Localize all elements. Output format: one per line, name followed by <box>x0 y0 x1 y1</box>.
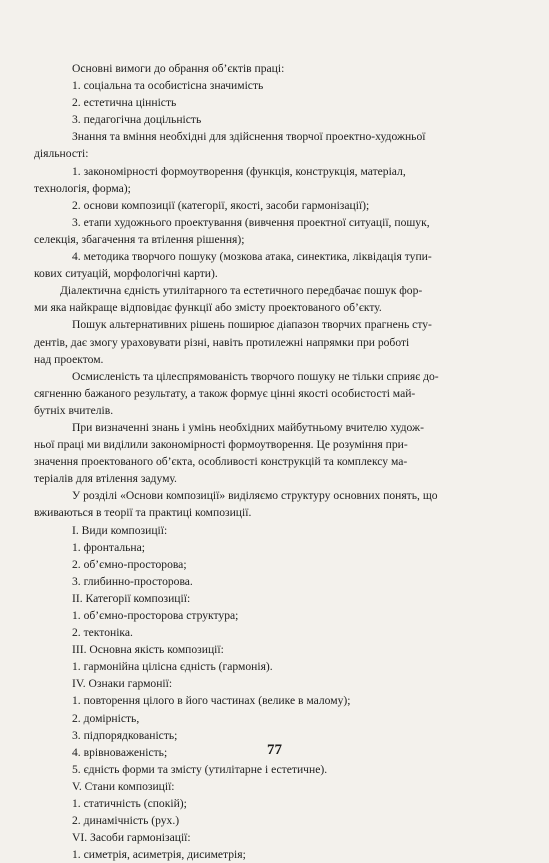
text-line: діяльності: <box>34 147 89 161</box>
text-line: 1. статичність (спокій); <box>72 797 187 811</box>
text-line: технологія, форма); <box>34 181 131 195</box>
text-line: 1. соціальна та особистісна значимість <box>72 79 264 93</box>
text-line: сягненню бажаного результату, а також формує цінні якості особистості май- <box>34 386 416 400</box>
text-line: кових ситуацій, морфологічні карти). <box>34 267 218 281</box>
text-line: ньої праці ми виділили закономірності формоутворення. Це розуміння при- <box>34 438 408 452</box>
text-line: У розділі «Основи композиції» виділяємо структуру основних понять, що <box>72 489 438 503</box>
text-line: селекція, збагачення та втілення рішення); <box>34 232 245 246</box>
text-line: вживаються в теорії та практиці композиції. <box>34 506 252 520</box>
text-line: Осмисленість та цілеспрямованість творчого пошуку не тільки сприяє до- <box>72 369 439 383</box>
text-line: Діалектична єдність утилітарного та естетичного передбачає пошук фор- <box>60 284 423 298</box>
text-line: 1. об’ємно-просторова структура; <box>72 609 239 622</box>
text-line: IV. Ознаки гармонії: <box>72 677 173 691</box>
page-number: 77 <box>267 742 282 758</box>
text-line: 1. повторення цілого в його частинах (велике в малому); <box>72 694 351 708</box>
text-line: значення проектованого об’єкта, особливості конструкцій та комплексу ма- <box>34 455 408 469</box>
text-line: 2. динамічність (рух.) <box>72 814 180 828</box>
text-line: 1. гармонійна цілісна єдність (гармонія). <box>72 660 273 674</box>
text-line: Пошук альтернативних рішень поширює діапазон творчих прагнень сту- <box>72 318 432 332</box>
text-line: II. Категорії композиції: <box>72 591 191 605</box>
text-line: теріалів для втілення задуму. <box>34 472 177 486</box>
text-line: 2. тектоніка. <box>72 626 133 640</box>
text-line: 2. об’ємно-просторова; <box>72 557 187 571</box>
text-line: 3. етапи художнього проектування (вивчення проектної ситуації, пошук, <box>72 215 430 229</box>
text-line: ми яка найкраще відповідає функції або змісту проектованого об’єкту. <box>34 301 382 315</box>
text-line: бутніх вчителів. <box>34 403 114 417</box>
text-line: над проектом. <box>34 352 104 366</box>
text-line: Знання та вміння необхідні для здійснення творчої проектно-художньої <box>72 130 426 144</box>
text-line: 2. основи композиції (категорії, якості, засоби гармонізації); <box>72 198 370 212</box>
text-line: При визначенні знань і умінь необхідних майбутньому вчителю худож- <box>72 420 424 434</box>
text-line: 4. врівноваженість; <box>72 745 168 759</box>
text-line: 5. єдність форми та змісту (утилітарне і естетичне). <box>72 762 328 776</box>
text-line: дентів, дає змогу ураховувати різні, навіть протилежні напрямки при роботі <box>34 335 410 349</box>
text-line: 2. естетична цінність <box>72 96 177 110</box>
text-line: 1. симетрія, асиметрія, дисиметрія; <box>72 848 246 862</box>
text-line: V. Стани композиції: <box>72 779 175 793</box>
text-line: 1. закономірності формоутворення (функція, конструкція, матеріал, <box>72 164 406 178</box>
text-line: 2. домірність, <box>72 711 140 725</box>
text-line: 3. педагогічна доцільність <box>72 113 202 127</box>
text-line: 3. глибинно-просторова. <box>72 574 193 588</box>
text-line: VI. Засоби гармонізації: <box>72 831 191 845</box>
text-line: 3. підпорядкованість; <box>72 728 178 742</box>
text-line: 1. фронтальна; <box>72 540 146 554</box>
text-line: Основні вимоги до обрання об’єктів праці: <box>72 62 285 75</box>
text-line: І. Види композиції: <box>72 523 168 537</box>
text-line: 4. методика творчого пошуку (мозкова атака, синектика, ліквідація тупи- <box>72 250 432 264</box>
text-line: III. Основна якість композиції: <box>72 643 224 657</box>
